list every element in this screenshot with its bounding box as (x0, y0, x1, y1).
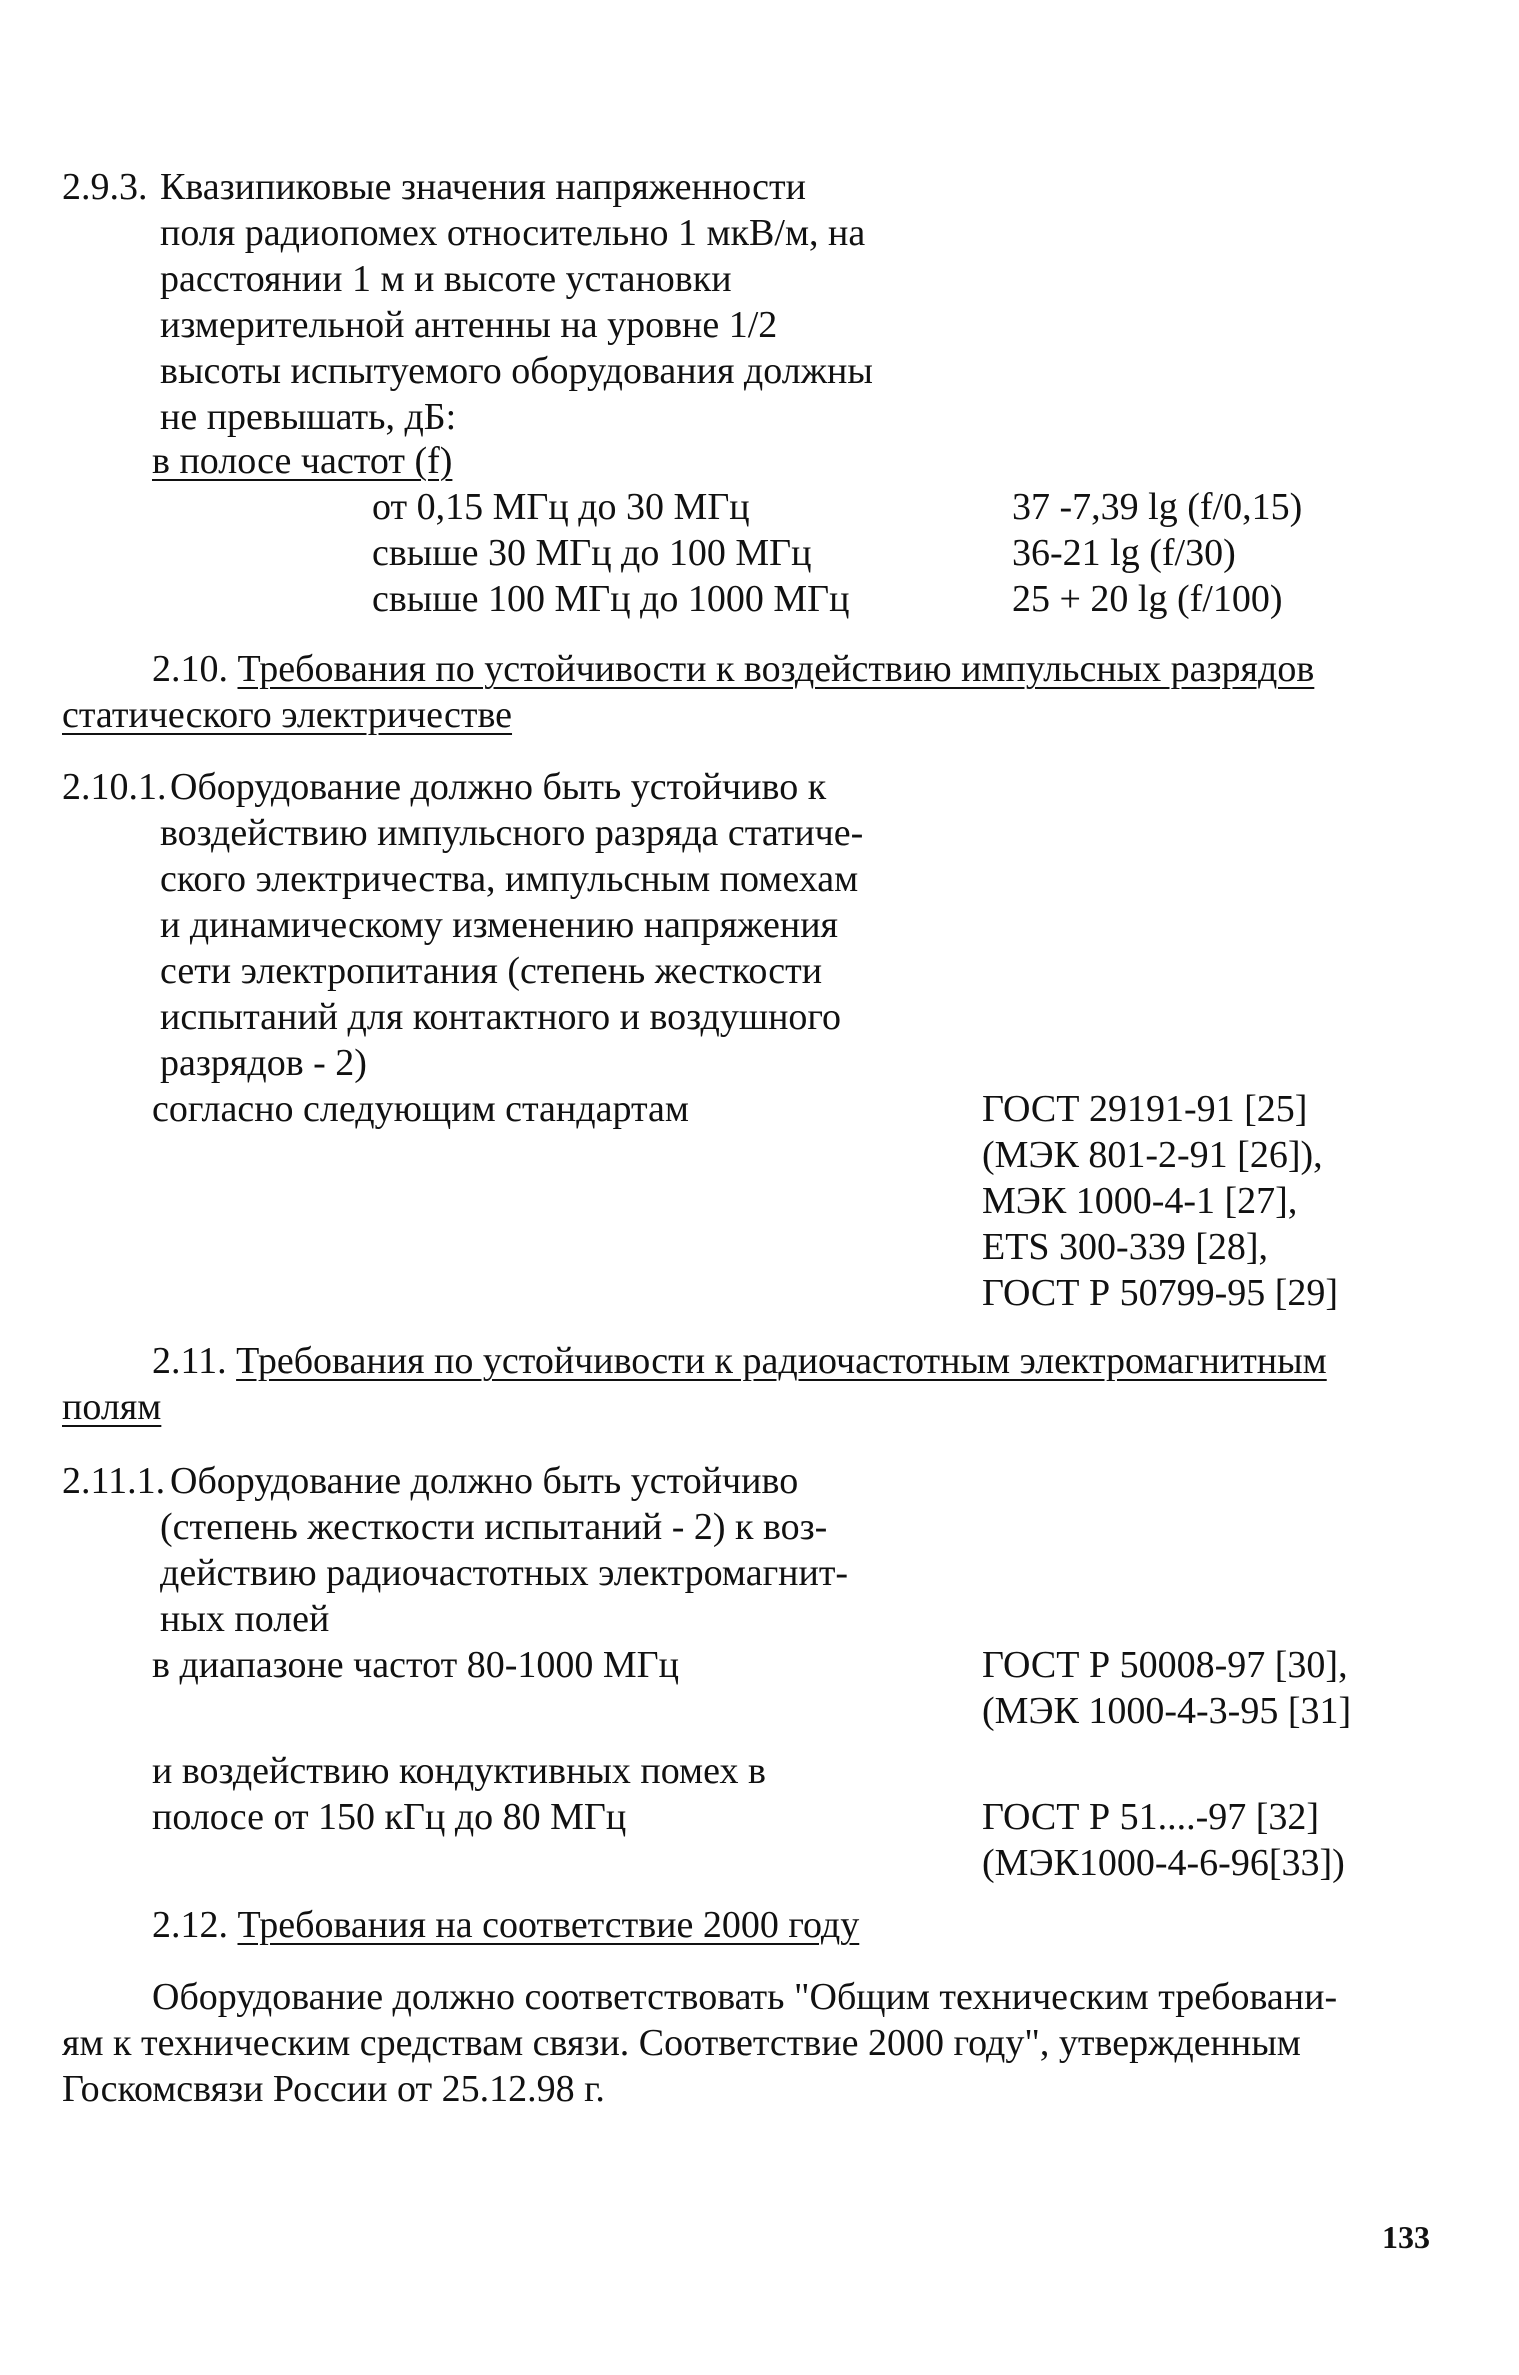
standard-ref: ГОСТ 29191-91 [25] (982, 1088, 1308, 1130)
section-2-10-1-line: Оборудование должно быть устойчиво к (170, 766, 827, 808)
section-2-11-heading (152, 1338, 1327, 1384)
standard-ref: (МЭК 1000-4-3-95 [31] (982, 1690, 1352, 1732)
section-2-11-title-cont: полям (62, 1386, 162, 1428)
section-2-10-1-line: воздействию импульсного разряда статиче- (160, 812, 864, 854)
section-2-12-title: Требования на соответствие 2000 году (237, 1904, 860, 1946)
standard-ref: ETS 300-339 [28], (982, 1226, 1269, 1268)
page-number: 133 (1382, 2219, 1430, 2255)
standard-ref: ГОСТ Р 50008-97 [30], (982, 1644, 1348, 1686)
section-2-11-1-line: (степень жесткости испытаний - 2) к воз- (160, 1506, 828, 1548)
standard-ref: (МЭК1000-4-6-96[33]) (982, 1842, 1345, 1884)
section-2-9-3-line: расстоянии 1 м и высоте установки (160, 258, 732, 300)
standard-ref: ГОСТ Р 51....-97 [32] (982, 1796, 1320, 1838)
section-2-10-1-line: разрядов - 2) (160, 1042, 367, 1084)
section-2-9-3-line: измерительной антенны на уровне 1/2 (160, 304, 778, 346)
section-2-9-3-line: поля радиопомех относительно 1 мкВ/м, на (160, 212, 866, 254)
frequency-range-label: в диапазоне частот 80-1000 МГц (152, 1644, 679, 1686)
section-2-12-body-line: ям к техническим средствам связи. Соответствие 2000 году", утвержденным (62, 2022, 1301, 2064)
freq-range: свыше 100 МГц до 1000 МГц (372, 578, 850, 620)
section-2-10-number: 2.10. (152, 648, 228, 690)
freq-range: от 0,15 МГц до 30 МГц (372, 486, 750, 528)
section-2-11-title: Требования по устойчивости к радиочастотным электромагнитным (236, 1340, 1327, 1382)
section-2-10-title: Требования по устойчивости к воздействию импульсных разрядов (237, 648, 1315, 690)
section-2-10-1-line: испытаний для контактного и воздушного (160, 996, 842, 1038)
limit-formula: 37 -7,39 lg (f/0,15) (1012, 486, 1303, 528)
frequency-band-label: в полосе частот (f) (152, 440, 453, 482)
standard-ref: ГОСТ Р 50799-95 [29] (982, 1272, 1339, 1314)
section-2-11-1-number: 2.11.1. (62, 1460, 166, 1502)
conducted-interference-line: полосе от 150 кГц до 80 МГц (152, 1796, 627, 1838)
section-2-10-1-line: и динамическому изменению напряжения (160, 904, 839, 946)
section-2-10-1-number: 2.10.1. (62, 766, 167, 808)
section-2-10-heading (152, 646, 1314, 692)
section-2-9-3-number: 2.9.3. (62, 166, 148, 208)
section-2-9-3-line: Квазипиковые значения напряженности (160, 166, 806, 208)
section-2-10-1-line: сети электропитания (степень жесткости (160, 950, 823, 992)
standard-ref: МЭК 1000-4-1 [27], (982, 1180, 1298, 1222)
section-2-12-number: 2.12. (152, 1904, 228, 1946)
section-2-10-1-line: ского электричества, импульсным помехам (160, 858, 859, 900)
section-2-11-1-line: действию радиочастотных электромагнит- (160, 1552, 849, 1594)
section-2-12-body-line: Госкомсвязи России от 25.12.98 г. (62, 2068, 605, 2110)
section-2-9-3-line: не превышать, дБ: (160, 396, 457, 438)
section-2-12-body-line: Оборудование должно соответствовать "Общим техническим требовани- (152, 1976, 1338, 2018)
standard-ref: (МЭК 801-2-91 [26]), (982, 1134, 1323, 1176)
freq-range: свыше 30 МГц до 100 МГц (372, 532, 812, 574)
section-2-11-1-line: ных полей (160, 1598, 330, 1640)
section-2-9-3-line: высоты испытуемого оборудования должны (160, 350, 873, 392)
section-2-11-number: 2.11. (152, 1340, 227, 1382)
section-2-12-heading (152, 1902, 859, 1948)
section-2-10-title-cont: статического электричестве (62, 694, 513, 736)
standards-label: согласно следующим стандартам (152, 1088, 689, 1130)
conducted-interference-line: и воздействию кондуктивных помех в (152, 1750, 766, 1792)
limit-formula: 36-21 lg (f/30) (1012, 532, 1236, 574)
section-2-11-1-line: Оборудование должно быть устойчиво (170, 1460, 799, 1502)
limit-formula: 25 + 20 lg (f/100) (1012, 578, 1283, 620)
